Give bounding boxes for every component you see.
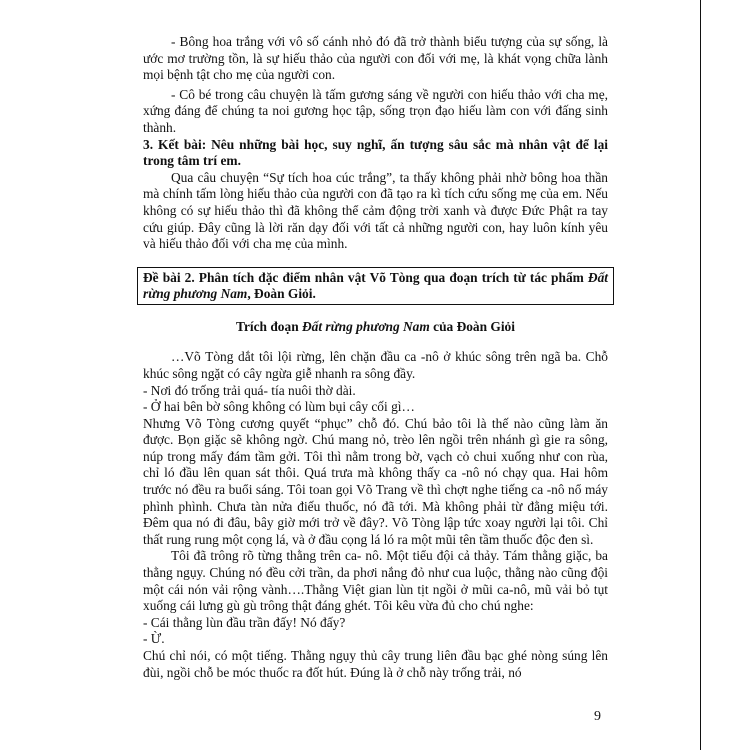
- section-heading-conclusion: 3. Kết bài: Nêu những bài học, suy nghĩ, ấn tượng sâu sắc mà nhân vật để lại trong tâm trí em.: [143, 136, 608, 169]
- exercise-book-title: Đất rừng phương Nam: [143, 269, 608, 301]
- excerpt-paragraph: Tôi đã trông rõ từng thằng trên ca- nô. Một tiểu đội cả thảy. Tám thằng giặc, ba thằng ngụy. Chúng nó đều cởi trần, da phơi nắng đỏ như cua luộc, thằng nào cũng đội một cái nón vải rộng vành….Thằng Việt gian lùn tịt ngồi ở mũi ca-nô, mũ vải bỏ tụt xuống cái lưng gù gù trông thật đáng ghét. Tôi kêu vừa đủ cho chú nghe:: [143, 548, 608, 614]
- page-number: 9: [594, 709, 601, 724]
- excerpt-paragraph: - Nơi đó trống trải quá- tía nuôi thờ dài.: [143, 382, 356, 398]
- exercise-author: , Đoàn Giỏi.: [247, 285, 316, 301]
- paragraph-conclusion: Qua câu chuyện “Sự tích hoa cúc trắng”, ta thấy không phải nhờ bông hoa thần mà chính tấm lòng hiếu thảo của người con đã tạo ra kì tích cứu sống mẹ của em. Nếu không có sự hiếu thảo thì đã không thể cảm động trời xanh và được Đức Phật ra tay cứu giúp. Đây cũng là lời răn dạy đối với tất cả những người con, hay luôn kính yêu và hiếu thảo đối với cha mẹ của mình.: [143, 169, 608, 252]
- paragraph-filial-example: - Cô bé trong câu chuyện là tấm gương sáng về người con hiếu thảo với cha mẹ, xứng đáng để chúng ta noi gương học tập, sống trọn đạo hiếu làm con với đấng sinh thành.: [143, 86, 608, 135]
- excerpt-paragraph: - Cái thằng lùn đầu trần đấy! Nó đấy?: [143, 614, 346, 630]
- excerpt-title-book: Đất rừng phương Nam: [302, 318, 430, 334]
- exercise-box: [137, 267, 614, 305]
- excerpt-paragraph: Chú chỉ nói, có một tiếng. Thằng ngụy thủ cây trung liên đầu bạc ghé nòng súng lên đùi, ngồi chỗ be móc thuốc ra đốt hút. Đúng là ở chỗ này trống trải, nó: [143, 648, 608, 680]
- excerpt-paragraph: - Ở hai bên bờ sông không có lùm bụi cây cối gì…: [143, 399, 415, 415]
- page-content: [143, 34, 608, 681]
- paragraph-flower-symbol: - Bông hoa trắng với vô số cánh nhỏ đó đã trở thành biểu tượng của sự sống, là ước mơ trường tồn, là sự hiếu thảo của người con đối với mẹ, là khát vọng chữa lành mọi bệnh tật cho mẹ của người con.: [143, 34, 608, 83]
- page-border-line: [700, 0, 701, 750]
- excerpt-paragraph: Nhưng Võ Tòng cương quyết “phục” chỗ đó. Chú bảo tôi là thế nào cũng làm ăn được. Bọn giặc sẽ không ngờ. Chú mang nỏ, trèo lên ngồi trên nhánh gì gie ra sông, núp trong mấy đám tầm gởi. Tôi thì nằm trong bờ, vạch cỏ chui xuống như con rùa, chỉ ló đầu lên quan sát thôi. Quá trưa mà không thấy ca -nô nó chạy qua. Hai hôm trước nó đều ra buổi sáng. Tôi toan gọi Võ Trang về thì chợt nghe tiếng ca -nô nổ máy phình phình. Chưa tàn nửa điếu thuốc, nó đã tới. Mà không phải từ đằng miệu tới. Đêm qua nó đi đâu, bây giờ mới trở về đây?. Võ Tòng lập tức xoay người lại tôi. Chỉ thất rung rung một cọng lá, và ở đầu cọng lá ló ra một mũi tên tầm thuốc độc đen sì.: [143, 415, 608, 547]
- excerpt-title: [143, 319, 608, 336]
- excerpt-title-prefix: Trích đoạn: [236, 318, 302, 334]
- excerpt-paragraph: - Ừ.: [143, 631, 165, 647]
- excerpt-paragraph: …Võ Tòng dắt tôi lội rừng, lên chặn đầu ca -nô ở khúc sông trên ngã ba. Chỗ khúc sông ngặt có cây ngừa giễ nhanh ra sông đầy.: [143, 349, 608, 381]
- excerpt-body: [143, 349, 608, 681]
- exercise-line: Đề bài 2. Phân tích đặc điểm nhân vật Võ Tòng qua đoạn trích từ tác phẩm: [143, 269, 584, 285]
- excerpt-title-suffix: của Đoàn Giỏi: [429, 318, 515, 334]
